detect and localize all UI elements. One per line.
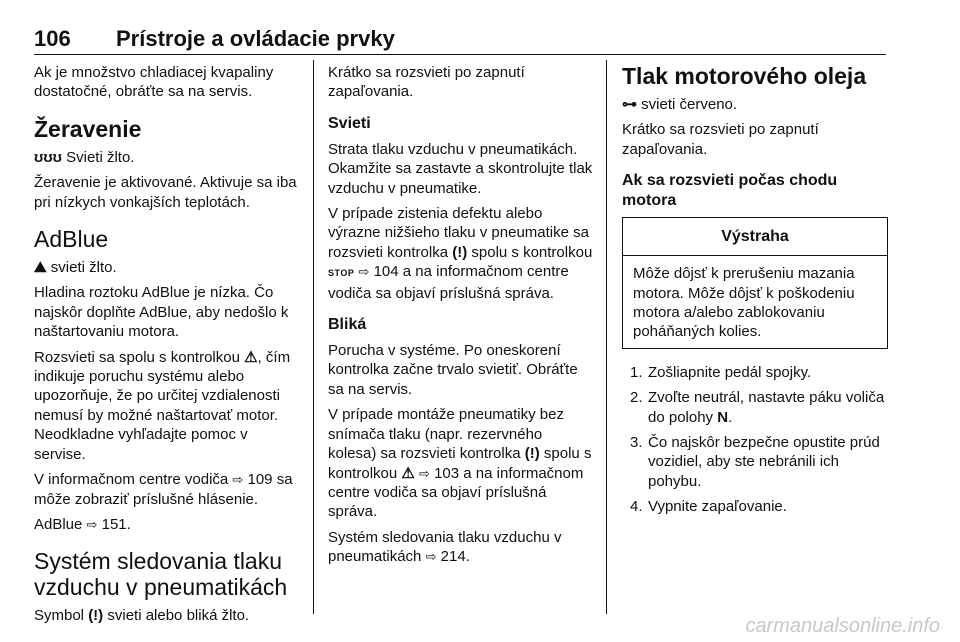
adblue-paragraph-4: AdBlue ⇨ 151. xyxy=(34,515,131,533)
ref-arrow-icon: ⇨ xyxy=(425,549,437,565)
blika-paragraph-1: Porucha v systéme. Po oneskorení kontrolka začne trvalo svietiť. Obráťte sa na servis. xyxy=(328,342,578,398)
column-2 xyxy=(328,63,594,573)
page-reference[interactable]: 104 xyxy=(373,263,399,281)
page-header xyxy=(34,20,886,55)
oil-status: ⊶ svieti červeno. xyxy=(622,96,738,113)
ref-arrow-icon: ⇨ xyxy=(358,264,370,280)
tpms-short: Krátko sa rozsvieti po zapnutí zapaľovania. xyxy=(328,64,525,101)
adblue-paragraph-1: Hladina roztoku AdBlue je nízka. Čo najskôr doplňte AdBlue, aby nedošlo k naštartovaniu motora. xyxy=(34,284,289,341)
heading-oil-pressure: Tlak motorového oleja xyxy=(622,63,867,89)
glow-description: Žeravenie je aktivované. Aktivuje sa iba pri nízkych vonkajších teplotách. xyxy=(34,174,297,211)
page-reference[interactable]: 151 xyxy=(101,515,127,533)
page-number: 106 xyxy=(34,26,71,51)
tpms-status: Symbol (!) svieti alebo bliká žlto. xyxy=(34,607,250,625)
page-reference[interactable]: 103 xyxy=(434,464,460,482)
column-divider xyxy=(313,60,314,614)
oil-can-icon: ⊶ xyxy=(622,96,637,113)
adblue-icon: ⛰ xyxy=(34,259,47,277)
page-title: Prístroje a ovládacie prvky xyxy=(116,26,395,51)
stop-icon: STOP xyxy=(328,268,355,279)
heading-blika: Bliká xyxy=(328,316,367,334)
blika-paragraph-2: V prípade montáže pneumatiky bez snímača tlaku (napr. rezervného kolesa) sa rozsvieti kontrolka (!) spolu s kontrolkou ⚠ ⇨ 103 a na informačnom centre vodiča sa objaví príslušná správa. xyxy=(328,406,592,521)
list-item: 4. Vypnite zapaľovanie. xyxy=(630,498,787,516)
ref-arrow-icon: ⇨ xyxy=(86,516,98,532)
blika-paragraph-3: Systém sledovania tlaku vzduchu v pneumatikách ⇨ 214. xyxy=(328,528,562,566)
svieti-paragraph-1: Strata tlaku vzduchu v pneumatikách. Okamžite sa zastavte a skontrolujte tlak vzduchu v pneumatike. xyxy=(328,140,593,197)
column-3 xyxy=(622,63,888,523)
list-item: 3. Čo najskôr bezpečne opustite prúd vozidiel, aby ste nebránili ich pohybu. xyxy=(630,434,880,490)
warning-title: Výstraha xyxy=(623,218,887,256)
tire-pressure-icon: (!) xyxy=(452,243,468,261)
column-divider xyxy=(606,60,607,614)
warning-body xyxy=(623,256,887,348)
ref-arrow-icon: ⇨ xyxy=(232,472,244,488)
heading-glow: Žeravenie xyxy=(34,115,142,142)
oil-short: Krátko sa rozsvieti po zapnutí zapaľovania. xyxy=(622,121,819,158)
tire-pressure-icon: (!) xyxy=(88,607,104,625)
engine-warning-icon: ⚠ xyxy=(401,464,415,482)
adblue-paragraph-3: V informačnom centre vodiča ⇨ 109 sa môže zobraziť príslušné hlásenie. xyxy=(34,471,293,508)
svieti-paragraph-2: V prípade zistenia defektu alebo výrazne nižšieho tlaku v pneumatike sa rozsvieti kontrolka (!) spolu s kontrolkou STOP ⇨ 104 a na informačnom centre vodiča sa objaví príslušná správa. xyxy=(328,205,593,302)
page-reference[interactable]: 214 xyxy=(440,548,466,566)
warning-text: Môže dôjsť k prerušeniu mazania motora. Môže dôjsť k poškodeniu motora a/alebo zablokovaniu poháňaných kolies. xyxy=(633,265,855,341)
list-item: 1. Zošliapnite pedál spojky. xyxy=(630,363,812,381)
adblue-status: ⛰ svieti žlto. xyxy=(34,259,117,277)
steps-list xyxy=(622,363,888,517)
tire-pressure-icon: (!) xyxy=(524,445,540,463)
warning-box xyxy=(622,217,888,349)
heading-tpms: Systém sledovania tlaku vzduchu v pneumatikách xyxy=(34,548,288,601)
glow-status: ʊʊʊ Svieti žlto. xyxy=(34,148,135,166)
glow-plug-icon: ʊʊʊ xyxy=(34,148,62,166)
ref-arrow-icon: ⇨ xyxy=(419,465,430,481)
list-item: 2. Zvoľte neutrál, nastavte páku voliča do polohy N. xyxy=(630,389,885,426)
page-reference[interactable]: 109 xyxy=(247,471,273,489)
heading-if-lights-running: Ak sa rozsvieti počas chodu motora xyxy=(622,172,838,210)
engine-warning-icon: ⚠ xyxy=(244,348,258,366)
adblue-paragraph-2: Rozsvieti sa spolu s kontrolkou ⚠, čím indikuje poruchu systému alebo upozorňuje, že po určitej vzdialenosti nemusí by možné naštartovať motor. Neodkladne vyhľadajte pomoc v servise. xyxy=(34,348,291,463)
paragraph-coolant: Ak je množstvo chladiacej kvapaliny dostatočné, obráťte sa na servis. xyxy=(34,64,274,101)
watermark: carmanualsonline.info xyxy=(745,615,940,637)
column-1 xyxy=(34,63,302,632)
heading-adblue: AdBlue xyxy=(34,226,109,253)
heading-svieti: Svieti xyxy=(328,114,371,132)
